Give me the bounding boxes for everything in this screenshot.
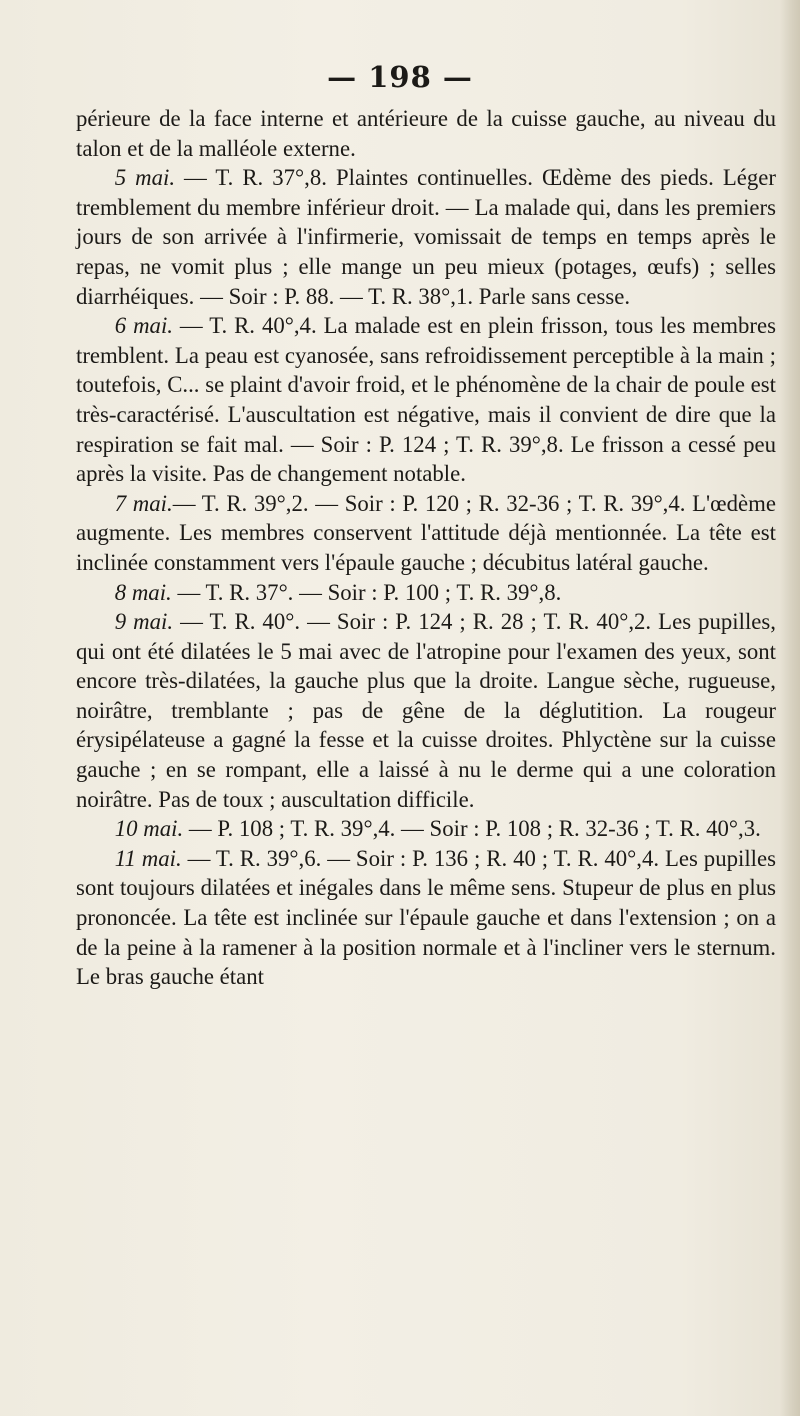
paragraph-continuation: périeure de la face interne et antérieure de la cuisse gauche, au niveau du talon et de la malléole externe.	[76, 106, 776, 161]
page-number: — 198 —	[327, 60, 473, 94]
body-text	[76, 104, 776, 992]
entry-text: — T. R. 39°,2. — Soir : P. 120 ; R. 32-36 ; T. R. 39°,4. L'œdème augmente. Les membres conservent l'attitude déjà mentionnée. La tête est inclinée constamment vers l'épaule gauche ; décubitus latéral gauche.	[76, 490, 776, 575]
entry-6-mai	[76, 311, 776, 489]
entry-10-mai	[76, 814, 776, 844]
entry-date: 11 mai.	[114, 845, 182, 871]
entry-text: — T. R. 37°,8. Plaintes continuelles. Œdème des pieds. Léger tremblement du membre inférieur droit. — La malade qui, dans les premiers jours de son arrivée à l'infirmerie, vomissait de temps en temps après le repas, ne vomit plus ; elle mange un peu mieux (potages, œufs) ; selles diarrhéiques. — Soir : P. 88. — T. R. 38°,1. Parle sans cesse.	[76, 165, 776, 309]
entry-7-mai	[76, 489, 776, 578]
entry-text: — T. R. 40°. — Soir : P. 124 ; R. 28 ; T. R. 40°,2. Les pupilles, qui ont été dilatées le 5 mai avec de l'atropine pour l'examen des yeux, sont encore très-dilatées, la gauche plus que la droite. Langue sèche, rugueuse, noirâtre, tremblante ; pas de gêne de la déglutition. La rougeur érysipélateuse a gagné la fesse et la cuisse droites. Phlyctène sur la cuisse gauche ; en se rompant, elle a laissé à nu le derme qui a une coloration noirâtre. Pas de toux ; auscultation difficile.	[76, 609, 776, 812]
entry-date: 5 mai.	[114, 165, 176, 191]
entry-11-mai	[76, 844, 776, 992]
entry-text: — T. R. 39°,6. — Soir : P. 136 ; R. 40 ; T. R. 40°,4. Les pupilles sont toujours dilatées et inégales dans le même sens. Stupeur de plus en plus prononcée. La tête est inclinée sur l'épaule gauche et dans l'extension ; on a de la peine à la ramener à la position normale et à l'incliner vers le sternum. Le bras gauche étant	[76, 845, 776, 990]
entry-9-mai	[76, 607, 776, 814]
entry-5-mai	[76, 163, 776, 311]
entry-date: 8 mai.	[114, 579, 172, 605]
entry-date: 10 mai.	[114, 816, 184, 842]
entry-date: 6 mai.	[114, 313, 173, 339]
entry-text: — T. R. 40°,4. La malade est en plein frisson, tous les membres tremblent. La peau est cyanosée, sans refroidissement perceptible à la main ; toutefois, C... se plaint d'avoir froid, et le phénomène de la chair de poule est très-caractérisé. L'auscultation est négative, mais il convient de dire que la respiration se fait mal. — Soir : P. 124 ; T. R. 39°,8. Le frisson a cessé peu après la visite. Pas de changement notable.	[76, 313, 776, 487]
entry-text: — T. R. 37°. — Soir : P. 100 ; T. R. 39°,8.	[171, 579, 562, 605]
entry-text: — P. 108 ; T. R. 39°,4. — Soir : P. 108 ; R. 32-36 ; T. R. 40°,3.	[183, 816, 761, 842]
entry-date: 9 mai.	[114, 609, 174, 635]
entry-date: 7 mai.	[114, 490, 173, 516]
page-edge-shadow	[780, 0, 800, 1416]
entry-8-mai	[76, 578, 776, 608]
